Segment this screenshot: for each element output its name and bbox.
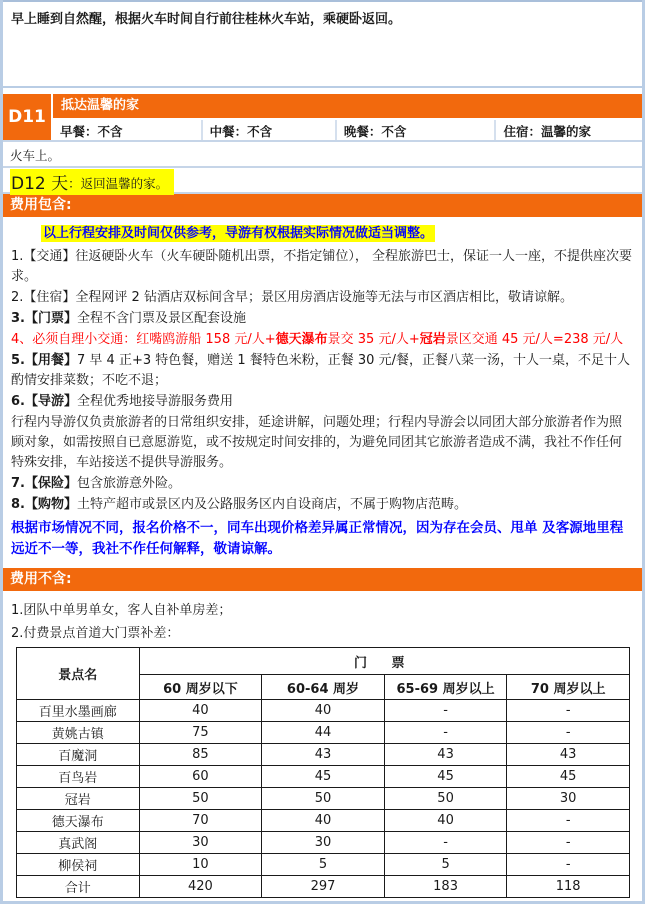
age-header-65-69: 65-69 周岁以上 [384,675,507,700]
item-text: 7 早 4 正+3 特色餐，赠送 1 餐特色米粉，正餐 30 元/餐，正餐八菜一汤，十人一桌，不足十人酌情安排菜数；不吃不退； [11,353,630,388]
day12-desc: ：返回温馨的家。 [68,176,169,191]
spot-name-header: 景点名 [17,648,140,700]
exclude-item-ticket-diff [11,623,634,644]
spot-name-cell: 黄姚古镇 [17,722,140,744]
table-row [17,832,630,854]
price-cell: 40 [139,700,262,722]
spot-name-cell: 合计 [17,876,140,898]
day12-row [3,168,642,194]
day11-block [3,94,642,142]
price-cell: 30 [507,788,630,810]
meal-lunch: 中餐：不含 [203,120,337,140]
ticket-table-head [17,648,630,700]
price-cell: - [384,722,507,744]
item-num: 1. [11,249,24,264]
exclude-item-text: 1.团队中单男单女，客人自补单房差； [11,603,232,618]
item-label: 【用餐】 [24,353,77,368]
meal-lodging: 住宿：温馨的家 [503,124,591,139]
adjust-notice [41,224,634,244]
table-row [17,876,630,898]
price-cell: 50 [139,788,262,810]
spot-name-cell: 百里水墨画廊 [17,700,140,722]
item-num: 6. [11,394,25,409]
fee-exclude-body [3,591,642,898]
age-header-under60: 60 周岁以下 [139,675,262,700]
price-cell: 45 [384,766,507,788]
fee-item-guide [11,392,634,412]
item-num: 3. [11,311,25,326]
price-cell: - [384,832,507,854]
ticket-price-table [16,647,630,898]
price-cell: - [384,700,507,722]
price-cell: - [507,832,630,854]
meal-dinner: 晚餐：不含 [337,120,497,140]
price-cell: 43 [507,744,630,766]
item-label: 【交通】 [23,249,76,264]
table-row [17,854,630,876]
item-text: 全程优秀地接导游服务费用 [77,394,234,409]
day12-badge: D12 天 [11,174,69,194]
item-label: 【住宿】 [23,290,76,305]
intro-box [3,0,642,88]
price-cell: 44 [262,722,385,744]
detian-waterfall-bold: 德天瀑布 [275,332,328,347]
spot-name-cell: 德天瀑布 [17,810,140,832]
age-header-70plus: 70 周岁以上 [507,675,630,700]
fee-include-body [3,217,642,568]
table-header-row-1 [17,648,630,675]
price-cell: 50 [262,788,385,810]
spot-name-cell: 百魔洞 [17,744,140,766]
table-row [17,722,630,744]
price-cell: 40 [384,810,507,832]
price-cell: 30 [262,832,385,854]
price-cell: 40 [262,700,385,722]
guide-note-text: 行程内导游仅负责旅游者的日常组织安排，延途讲解，问题处理；行程内导游会以同团大部分旅游者作为照顾对象，如需按照自已意愿游览，或不按规定时间安排的，为避免同团其它旅游者造成不满，我社不作任何特殊安排，车站接送不提供导游服务。 [11,415,623,470]
fee-include-header-text: 费用包含: [10,197,72,213]
item-num: 8. [11,497,25,512]
item-text: 往返硬卧火车（火车硬卧随机出票，不指定铺位）， 全程旅游巴士，保证一人一座，不提供座次要求。 [11,249,633,284]
ticket-table-body [17,700,630,898]
price-cell: 43 [384,744,507,766]
item-text: 土特产超市或景区内及公路服务区内自设商店，不属于购物店范畴。 [77,497,468,512]
item-label: 【保险】 [24,476,77,491]
price-cell: 5 [262,854,385,876]
market-price-note-text: 根据市场情况不同，报名价格不一，同车出现价格差异属正常情况，因为存在会员、甩单 及客源地里程远近不一等，我社不作任何解释，敬请谅解。 [11,520,624,557]
fee-include-header [3,194,642,217]
price-cell: 43 [262,744,385,766]
spot-name-cell: 柳侯祠 [17,854,140,876]
fee-item-self-pay [11,330,634,350]
item-text: 包含旅游意外险。 [77,476,182,491]
price-cell: 45 [507,766,630,788]
price-cell: 70 [139,810,262,832]
table-row [17,766,630,788]
market-price-note [11,518,634,560]
item-label: 【购物】 [24,497,77,512]
spot-name-cell: 真武阁 [17,832,140,854]
item-text: 全程网评 2 钻酒店双标间含早；景区用房酒店设施等无法与市区酒店相比，敬请谅解。 [75,290,573,305]
table-row [17,810,630,832]
self-pay-text: 景区交通 45 元/人=238 元/人 [445,332,624,347]
ticket-title-header: 门 票 [139,648,629,675]
table-row [17,700,630,722]
guanyan-bold: 冠岩 [419,332,446,347]
price-cell: 45 [262,766,385,788]
day11-meals-row [53,120,642,140]
day11-title: 抵达温馨的家 [53,94,642,118]
exclude-item-single-room [11,600,634,621]
price-cell: - [507,722,630,744]
spot-name-cell: 百鸟岩 [17,766,140,788]
fee-item-insurance [11,474,634,494]
price-cell: 297 [262,876,385,898]
table-row [17,744,630,766]
price-cell: 10 [139,854,262,876]
price-cell: 85 [139,744,262,766]
fee-item-hotel [11,288,634,308]
fee-exclude-header-text: 费用不含: [10,571,72,587]
meal-breakfast: 早餐：不含 [53,120,203,140]
day11-note [3,142,642,168]
price-cell: 50 [384,788,507,810]
fee-item-shopping [11,495,634,515]
self-pay-text: 景交 35 元/人+ [327,332,420,347]
fee-item-transport [11,247,634,287]
self-pay-text: 4、必须自理小交通：红嘴鸥游船 158 元/人+ [11,332,276,347]
item-label: 【导游】 [24,394,77,409]
item-label: 【门票】 [24,311,77,326]
item-num: 5. [11,353,25,368]
adjust-notice-text: 以上行程安排及时间仅供参考，导游有权根据实际情况做适当调整。 [43,226,434,241]
price-cell: - [507,810,630,832]
item-num: 2. [11,290,24,305]
age-header-60-64: 60-64 周岁 [262,675,385,700]
price-cell: - [507,854,630,876]
price-cell: 420 [139,876,262,898]
price-cell: 183 [384,876,507,898]
price-cell: 60 [139,766,262,788]
intro-text: 早上睡到自然醒，根据火车时间自行前往桂林火车站，乘硬卧返回。 [11,12,402,27]
exclude-item-text: 2.付费景点首道大门票补差： [11,626,180,641]
day12-highlight [10,169,174,195]
price-cell: 30 [139,832,262,854]
table-row [17,788,630,810]
price-cell: 75 [139,722,262,744]
price-cell: 5 [384,854,507,876]
day11-right [53,94,642,140]
fee-item-meals [11,351,634,391]
train-note-text: 火车上。 [10,148,61,163]
item-num: 7. [11,476,25,491]
item-text: 全程不含门票及景区配套设施 [77,311,247,326]
day11-badge: D11 [3,94,51,140]
guide-note [11,413,634,473]
spot-name-cell: 冠岩 [17,788,140,810]
price-cell: - [507,700,630,722]
price-cell: 118 [507,876,630,898]
fee-item-ticket [11,309,634,329]
fee-exclude-header [3,568,642,591]
price-cell: 40 [262,810,385,832]
